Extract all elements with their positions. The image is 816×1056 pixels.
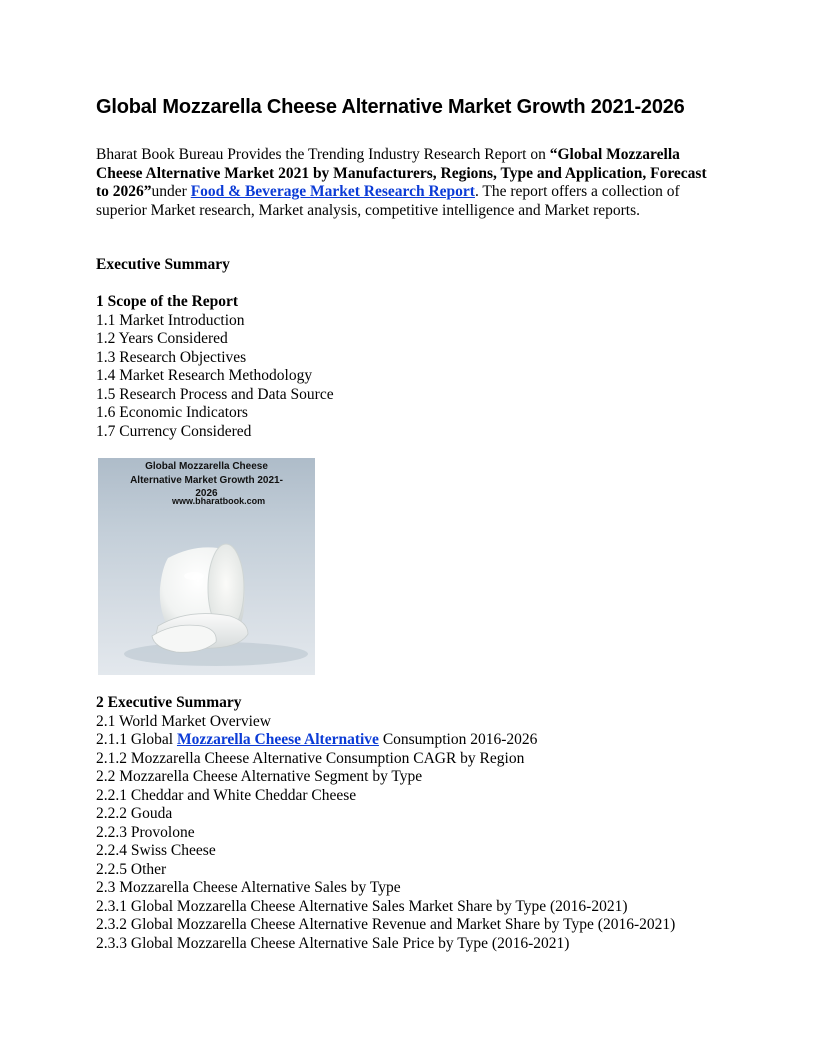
intro-paragraph <box>96 146 708 220</box>
intro-under: under <box>151 183 191 200</box>
toc-item: 2.2.5 Other <box>96 860 167 878</box>
toc-item-suffix: Consumption 2016-2026 <box>378 731 538 748</box>
toc-item: 1.3 Research Objectives <box>96 348 247 366</box>
intro-report-name: “Global Mozzarella Cheese Alternative Market 2021 by Manufacturers, Regions, Type and Application, Forecast to 2026” <box>96 146 707 200</box>
toc-item: 2.1 World Market Overview <box>96 712 271 730</box>
toc-item: 2.3 Mozzarella Cheese Alternative Sales by Type <box>96 879 401 896</box>
cover-title-line: 2026 <box>195 488 218 499</box>
toc-item: 1.7 Currency Considered <box>96 422 252 440</box>
toc-item: 2.2.3 Provolone <box>96 823 195 841</box>
toc-item-with-link <box>96 731 675 750</box>
toc-item: 2.2 Mozzarella Cheese Alternative Segment by Type <box>96 768 423 785</box>
category-link[interactable]: Food & Beverage Market Research Report <box>190 183 475 200</box>
section-2 <box>96 694 675 953</box>
cover-title <box>98 460 315 501</box>
section-1-heading: 1 Scope of the Report <box>96 293 239 310</box>
toc-item: 1.5 Research Process and Data Source <box>96 385 334 403</box>
toc-item: 1.4 Market Research Methodology <box>96 367 313 384</box>
toc-item: 2.3.3 Global Mozzarella Cheese Alternative Sale Price by Type (2016-2021) <box>96 934 570 952</box>
intro-text: Bharat Book Bureau Provides the Trending Industry Research Report on <box>96 146 550 163</box>
executive-summary-heading: Executive Summary <box>96 256 230 273</box>
toc-item: 1.1 Market Introduction <box>96 311 245 329</box>
cover-title-line: Global Mozzarella Cheese <box>145 461 268 472</box>
intro-tail: . The report offers a collection of superior Market research, Market analysis, competitive intelligence and Market reports. <box>96 183 680 219</box>
cover-title-line: Alternative Market Growth 2021- <box>130 474 283 486</box>
report-cover-image <box>98 458 315 675</box>
toc-item: 2.2.2 Gouda <box>96 805 173 822</box>
toc-item: 2.3.2 Global Mozzarella Cheese Alternative Revenue and Market Share by Type (2016-2021) <box>96 916 676 933</box>
toc-item: 2.1.2 Mozzarella Cheese Alternative Consumption CAGR by Region <box>96 749 525 767</box>
toc-item-prefix: 2.1.1 Global <box>96 731 177 748</box>
product-link[interactable]: Mozzarella Cheese Alternative <box>176 731 379 748</box>
page-title: Global Mozzarella Cheese Alternative Market Growth 2021-2026 <box>96 96 685 118</box>
section-1 <box>96 293 334 441</box>
toc-item: 2.2.1 Cheddar and White Cheddar Cheese <box>96 786 357 804</box>
toc-item: 2.2.4 Swiss Cheese <box>96 842 216 859</box>
toc-item: 1.6 Economic Indicators <box>96 404 248 421</box>
cover-url: www.bharatbook.com <box>172 496 266 506</box>
toc-item: 2.3.1 Global Mozzarella Cheese Alternative Sales Market Share by Type (2016-2021) <box>96 897 628 915</box>
toc-item: 1.2 Years Considered <box>96 330 228 347</box>
section-2-heading: 2 Executive Summary <box>96 694 242 711</box>
